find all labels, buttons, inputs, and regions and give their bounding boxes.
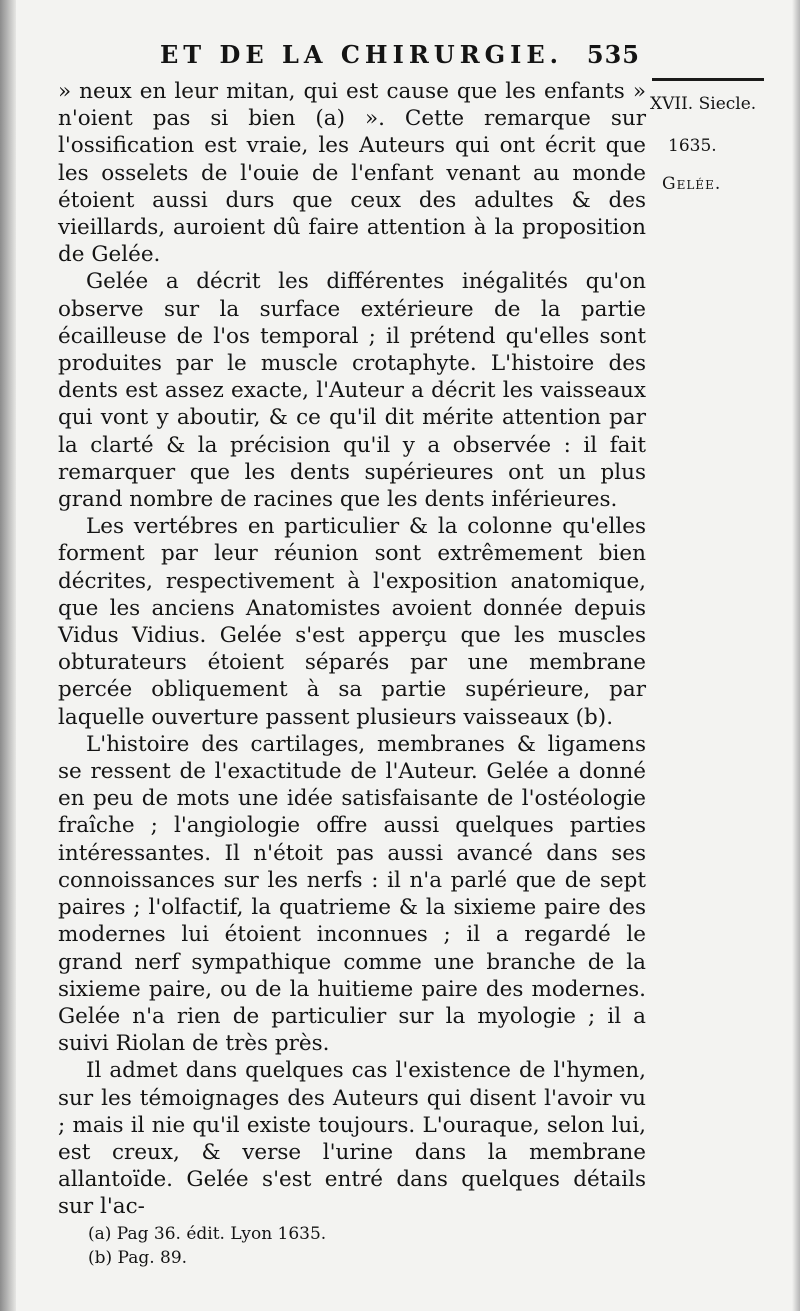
- margin-year: 1635.: [668, 136, 717, 156]
- body-text: [58, 78, 646, 1221]
- paragraph-4: L'histoire des cartilages, membranes & ligamens se ressent de l'exactitude de l'Auteur. Gelée a donné en peu de mots une idée satisfaisante de l'ostéologie fraîche ; l'angiologie offre aussi quelques parties intéressantes. Il n'étoit pas aussi avancé dans ses connoissances sur les nerfs : il n'a parlé que de sept paires ; l'olfactif, la quatrieme & la sixieme paire des modernes lui étoient inconnues ; il a regardé le grand nerf sympathique comme une branche de la sixieme paire, ou de la huitieme paire des modernes. Gelée n'a rien de particulier sur la myologie ; il a suivi Riolan de très près.: [58, 731, 646, 1057]
- page-gutter-shadow: [0, 0, 16, 1311]
- page-edge-shadow: [792, 0, 800, 1311]
- margin-rule: [652, 78, 764, 81]
- running-title: ET DE LA CHIRURGIE.: [160, 40, 564, 69]
- footnote-a: (a) Pag 36. édit. Lyon 1635.: [88, 1224, 327, 1244]
- paragraph-3: Les vertébres en particulier & la colonne qu'elles forment par leur réunion sont extrêmement bien décrites, respectivement à l'exposition anatomique, que les anciens Anatomistes avoient donnée depuis Vidus Vidius. Gelée s'est apperçu que les muscles obturateurs étoient séparés par une membrane percée obliquement à sa partie supérieure, par laquelle ouverture passent plusieurs vaisseaux (b).: [58, 514, 646, 730]
- page-header: [160, 40, 650, 74]
- paragraph-2: Gelée a décrit les différentes inégalités qu'on observe sur la surface extérieure de la partie écailleuse de l'os temporal ; il prétend qu'elles sont produites par le muscle crotaphyte. L'histoire des dents est assez exacte, l'Auteur a décrit les vaisseaux qui vont y aboutir, & ce qu'il dit mérite attention par la clarté & la précision qu'il y a observée : il fait remarquer que les dents supérieures ont un plus grand nombre de racines que les dents inférieures.: [58, 269, 646, 513]
- page-number: 535: [586, 40, 640, 69]
- margin-author: Gelée.: [662, 174, 722, 194]
- paragraph-1: » neux en leur mitan, qui est cause que les enfants » n'oient pas si bien (a) ». Cette remarque sur l'ossification est vraie, les Auteurs qui ont écrit que les osselets de l'ouie de l'enfant venant au monde étoient aussi durs que ceux des adultes & des vieillards, auroient dû faire attention à la proposition de Gelée.: [58, 79, 646, 268]
- footnotes: [88, 1222, 488, 1270]
- paragraph-5: Il admet dans quelques cas l'existence de l'hymen, sur les témoignages des Auteurs qui disent l'avoir vu ; mais il nie qu'il existe toujours. L'ouraque, selon lui, est creux, & verse l'urine dans la membrane allantoïde. Gelée s'est entré dans quelques détails sur l'ac-: [58, 1058, 646, 1220]
- footnote-b: (b) Pag. 89.: [88, 1248, 188, 1268]
- margin-century: XVII. Siecle.: [650, 94, 757, 114]
